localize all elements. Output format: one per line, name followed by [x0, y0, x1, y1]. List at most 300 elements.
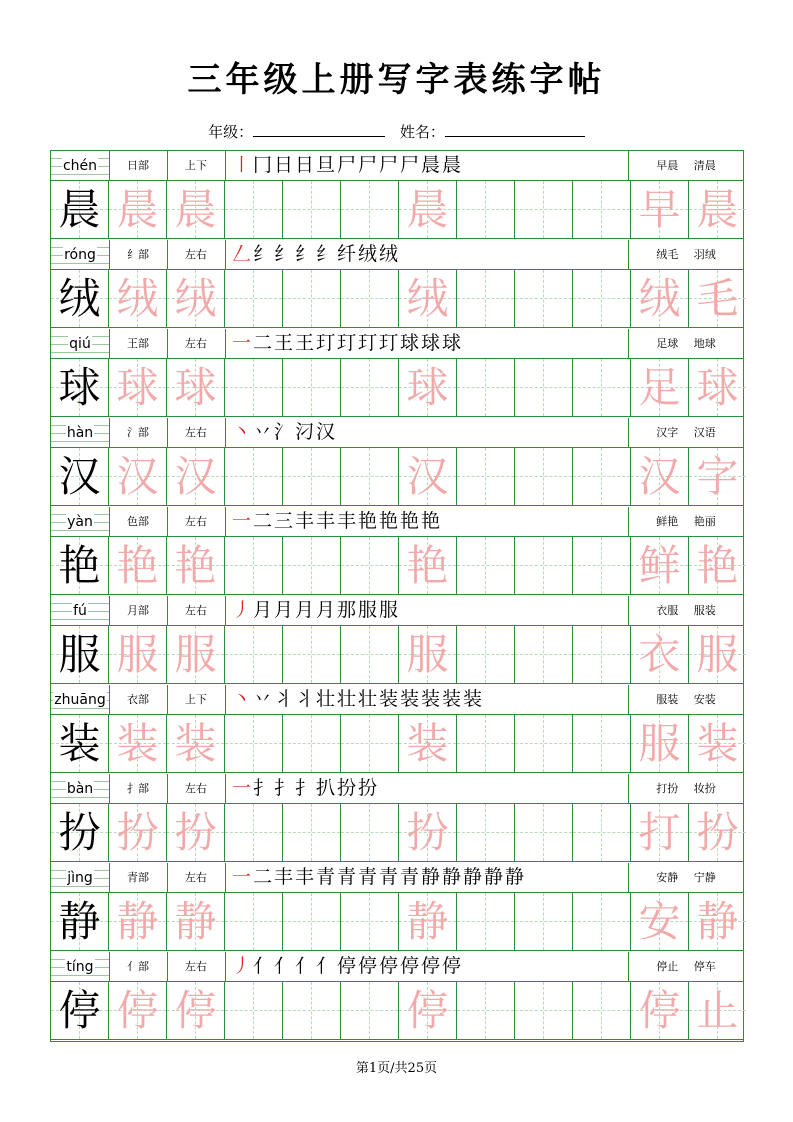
grid-box[interactable] — [51, 270, 109, 327]
grid-box[interactable] — [167, 537, 225, 594]
word-trace-char: 毛 — [696, 274, 739, 323]
trace-char: 静 — [116, 897, 159, 946]
info-row — [51, 151, 743, 181]
grid-box[interactable] — [631, 270, 689, 327]
model-char: 球 — [58, 363, 101, 412]
grid-box[interactable] — [109, 181, 167, 238]
grid-box[interactable] — [399, 804, 457, 861]
grid-box[interactable] — [341, 448, 399, 505]
stroke-step: 尸 — [399, 154, 419, 176]
grid-box[interactable] — [109, 626, 167, 683]
stroke-step: 艳 — [357, 510, 377, 532]
writing-grid — [51, 270, 743, 328]
stroke-step: 丰 — [273, 866, 293, 888]
trace-char: 停 — [406, 986, 449, 1035]
stroke-order — [225, 151, 629, 180]
stroke-step: 月 — [294, 599, 314, 621]
grid-box[interactable] — [573, 181, 631, 238]
stroke-step: 丷 — [252, 688, 272, 710]
trace-char: 晨 — [174, 185, 217, 234]
stroke-step: 停 — [399, 955, 419, 977]
stroke-step: 月 — [315, 599, 335, 621]
stroke-step: 壮 — [315, 688, 335, 710]
trace-char: 绒 — [116, 274, 159, 323]
grid-box[interactable] — [283, 982, 341, 1039]
stroke-step: 装 — [441, 688, 461, 710]
stroke-step: 月 — [273, 599, 293, 621]
stroke-step: 尸 — [357, 154, 377, 176]
grid-box[interactable] — [689, 448, 745, 505]
grid-box[interactable] — [457, 626, 515, 683]
grid-box[interactable] — [631, 537, 689, 594]
stroke-step: 玎 — [357, 332, 377, 354]
stroke-order — [225, 240, 629, 269]
grid-box[interactable] — [573, 359, 631, 416]
stroke-step: 扮 — [336, 777, 356, 799]
grid-box[interactable] — [341, 626, 399, 683]
model-char: 晨 — [58, 185, 101, 234]
stroke-step: 日 — [294, 154, 314, 176]
grid-box[interactable] — [399, 893, 457, 950]
stroke-step: 丰 — [315, 510, 335, 532]
grid-box[interactable] — [689, 181, 745, 238]
grade-label: 年级： — [208, 123, 254, 141]
radical: 扌部 — [109, 774, 168, 803]
grid-box[interactable] — [341, 982, 399, 1039]
stroke-step: 晨 — [420, 154, 440, 176]
grid-box[interactable] — [167, 982, 225, 1039]
stroke-order — [225, 863, 629, 892]
model-char: 停 — [58, 986, 101, 1035]
stroke-step: 亻 — [252, 955, 272, 977]
stroke-step: 纟 — [273, 243, 293, 265]
stroke-step: 服 — [357, 599, 377, 621]
pinyin-cell — [51, 774, 110, 803]
grid-box[interactable] — [573, 982, 631, 1039]
writing-grid — [51, 982, 743, 1040]
radical: 日部 — [109, 151, 168, 180]
stroke-step: 二 — [252, 510, 272, 532]
example-words: 足球 地球 — [656, 337, 716, 350]
grid-box[interactable] — [51, 181, 109, 238]
pinyin-cell — [51, 240, 110, 269]
stroke-step: 二 — [252, 866, 272, 888]
grid-box[interactable] — [283, 893, 341, 950]
stroke-step: 那 — [336, 599, 356, 621]
grid-box[interactable] — [225, 181, 283, 238]
grid-box[interactable] — [51, 982, 109, 1039]
writing-grid — [51, 359, 743, 417]
stroke-step: 二 — [252, 332, 272, 354]
stroke-step: 扒 — [315, 777, 335, 799]
stroke-order — [225, 418, 629, 447]
grid-box[interactable] — [689, 715, 745, 772]
character-unit — [51, 329, 743, 418]
stroke-step: 扮 — [357, 777, 377, 799]
trace-char: 静 — [174, 897, 217, 946]
grid-box[interactable] — [399, 715, 457, 772]
trace-char: 艳 — [406, 541, 449, 590]
name-blank[interactable] — [445, 124, 585, 137]
pinyin-cell — [51, 863, 110, 892]
grid-box[interactable] — [225, 982, 283, 1039]
grid-box[interactable] — [109, 982, 167, 1039]
writing-grid — [51, 804, 743, 862]
stroke-step: 玎 — [378, 332, 398, 354]
radical: 亻部 — [109, 952, 168, 981]
grid-box[interactable] — [515, 448, 573, 505]
grid-box[interactable] — [167, 893, 225, 950]
word-trace-char: 扮 — [696, 808, 739, 857]
stroke-step: 静 — [483, 866, 503, 888]
character-unit — [51, 774, 743, 863]
stroke-step: 绒 — [357, 243, 377, 265]
stroke-step: 一 — [231, 777, 251, 799]
grid-box[interactable] — [109, 270, 167, 327]
grid-box[interactable] — [51, 537, 109, 594]
info-row — [51, 418, 743, 448]
info-row — [51, 952, 743, 982]
writing-grid — [51, 181, 743, 239]
grid-box[interactable] — [225, 804, 283, 861]
grid-box[interactable] — [399, 270, 457, 327]
grid-box[interactable] — [225, 359, 283, 416]
grid-box[interactable] — [689, 804, 745, 861]
grid-box[interactable] — [515, 537, 573, 594]
stroke-step: 服 — [378, 599, 398, 621]
stroke-step: 丰 — [294, 866, 314, 888]
stroke-order — [225, 596, 629, 625]
example-words: 汉字 汉语 — [656, 426, 716, 439]
stroke-step: 亻 — [315, 955, 335, 977]
grid-box[interactable] — [631, 626, 689, 683]
trace-char: 艳 — [116, 541, 159, 590]
grid-box[interactable] — [109, 893, 167, 950]
grid-box[interactable] — [399, 626, 457, 683]
info-row — [51, 507, 743, 537]
grid-box[interactable] — [51, 448, 109, 505]
grid-box[interactable] — [457, 181, 515, 238]
grid-box[interactable] — [515, 626, 573, 683]
page-title: 三年级上册写字表练字帖 — [187, 60, 606, 100]
stroke-step: 装 — [378, 688, 398, 710]
grid-box[interactable] — [573, 537, 631, 594]
grid-box[interactable] — [457, 715, 515, 772]
grid-box[interactable] — [341, 804, 399, 861]
stroke-step: 扌 — [294, 777, 314, 799]
grid-box[interactable] — [51, 893, 109, 950]
trace-char: 装 — [406, 719, 449, 768]
grid-box[interactable] — [573, 626, 631, 683]
radical: 氵部 — [109, 418, 168, 447]
stroke-step: 纤 — [336, 243, 356, 265]
stroke-step: 一 — [231, 510, 251, 532]
stroke-step: 停 — [378, 955, 398, 977]
character-unit — [51, 863, 743, 952]
character-unit — [51, 151, 743, 240]
structure: 左右 — [167, 952, 226, 981]
info-row — [51, 863, 743, 893]
word-trace-char: 汉 — [638, 452, 681, 501]
grid-box[interactable] — [689, 537, 745, 594]
grid-box[interactable] — [631, 181, 689, 238]
trace-char: 球 — [406, 363, 449, 412]
grid-box[interactable] — [689, 626, 745, 683]
structure: 左右 — [167, 774, 226, 803]
grid-box[interactable] — [167, 804, 225, 861]
grid-box[interactable] — [283, 804, 341, 861]
stroke-step: 丬 — [273, 688, 293, 710]
stroke-step: 王 — [294, 332, 314, 354]
grid-box[interactable] — [457, 804, 515, 861]
model-char: 汉 — [58, 452, 101, 501]
grid-box[interactable] — [573, 804, 631, 861]
grid-box[interactable] — [399, 181, 457, 238]
stroke-step: 球 — [399, 332, 419, 354]
grid-box[interactable] — [689, 359, 745, 416]
stroke-step: 冂 — [252, 154, 272, 176]
word-trace-char: 鲜 — [638, 541, 681, 590]
grid-box[interactable] — [573, 448, 631, 505]
example-words: 安静 宁静 — [656, 871, 716, 884]
grid-box[interactable] — [167, 181, 225, 238]
grid-box[interactable] — [631, 893, 689, 950]
grid-box[interactable] — [457, 537, 515, 594]
writing-grid — [51, 715, 743, 773]
grid-box[interactable] — [515, 715, 573, 772]
grid-box[interactable] — [341, 893, 399, 950]
grid-box[interactable] — [51, 359, 109, 416]
grid-box[interactable] — [283, 181, 341, 238]
stroke-step: 尸 — [378, 154, 398, 176]
grid-box[interactable] — [341, 181, 399, 238]
grid-box[interactable] — [631, 982, 689, 1039]
stroke-step: 丰 — [294, 510, 314, 532]
grid-box[interactable] — [283, 448, 341, 505]
stroke-step: 丿 — [231, 955, 251, 977]
grid-box[interactable] — [573, 270, 631, 327]
stroke-step: 月 — [252, 599, 272, 621]
trace-char: 扮 — [116, 808, 159, 857]
grid-box[interactable] — [573, 893, 631, 950]
pinyin-cell — [51, 507, 110, 536]
stroke-order — [225, 329, 629, 358]
grid-box[interactable] — [689, 982, 745, 1039]
character-unit — [51, 240, 743, 329]
pinyin: róng — [64, 247, 96, 263]
stroke-order — [225, 774, 629, 803]
grid-box[interactable] — [341, 359, 399, 416]
stroke-step: 装 — [399, 688, 419, 710]
grid-box[interactable] — [515, 270, 573, 327]
stroke-step: 纟 — [315, 243, 335, 265]
character-unit — [51, 685, 743, 774]
grid-box[interactable] — [689, 893, 745, 950]
stroke-step: 一 — [231, 866, 251, 888]
grid-box[interactable] — [51, 626, 109, 683]
stroke-step: 亻 — [273, 955, 293, 977]
grid-box[interactable] — [225, 270, 283, 327]
grid-box[interactable] — [167, 270, 225, 327]
grid-box[interactable] — [283, 270, 341, 327]
grid-box[interactable] — [283, 537, 341, 594]
pinyin-cell — [51, 685, 110, 714]
trace-char: 停 — [116, 986, 159, 1035]
grid-box[interactable] — [283, 359, 341, 416]
stroke-step: 王 — [273, 332, 293, 354]
grid-box[interactable] — [399, 537, 457, 594]
structure: 上下 — [167, 151, 226, 180]
structure: 上下 — [167, 685, 226, 714]
grid-box[interactable] — [457, 893, 515, 950]
grid-box[interactable] — [167, 448, 225, 505]
model-char: 绒 — [58, 274, 101, 323]
grid-box[interactable] — [225, 893, 283, 950]
stroke-step: 球 — [420, 332, 440, 354]
grid-box[interactable] — [515, 893, 573, 950]
trace-char: 绒 — [406, 274, 449, 323]
stroke-step: 丬 — [294, 688, 314, 710]
grid-box[interactable] — [167, 715, 225, 772]
info-row — [51, 685, 743, 715]
grid-box[interactable] — [631, 804, 689, 861]
word-trace-char: 艳 — [696, 541, 739, 590]
pinyin-cell — [51, 151, 110, 180]
stroke-step: 亻 — [294, 955, 314, 977]
grid-box[interactable] — [283, 715, 341, 772]
word-trace-char: 停 — [638, 986, 681, 1035]
writing-grid — [51, 448, 743, 506]
grid-box[interactable] — [457, 448, 515, 505]
word-trace-char: 衣 — [638, 630, 681, 679]
grid-box[interactable] — [109, 715, 167, 772]
grid-box[interactable] — [167, 626, 225, 683]
example-words: 停止 停车 — [656, 960, 716, 973]
stroke-step: 壮 — [336, 688, 356, 710]
grid-box[interactable] — [515, 359, 573, 416]
grid-box[interactable] — [689, 270, 745, 327]
word-trace-char: 止 — [696, 986, 739, 1035]
grid-box[interactable] — [225, 626, 283, 683]
grid-box[interactable] — [457, 270, 515, 327]
pinyin: qiú — [69, 336, 91, 352]
character-unit — [51, 418, 743, 507]
stroke-step: 晨 — [441, 154, 461, 176]
trace-char: 装 — [174, 719, 217, 768]
word-trace-char: 服 — [638, 719, 681, 768]
grid-box[interactable] — [515, 804, 573, 861]
pinyin: jìng — [67, 870, 93, 886]
practice-sheet — [50, 150, 744, 1042]
structure: 左右 — [167, 418, 226, 447]
trace-char: 扮 — [406, 808, 449, 857]
pinyin-cell — [51, 418, 110, 447]
grid-box[interactable] — [225, 715, 283, 772]
grid-box[interactable] — [399, 982, 457, 1039]
grid-box[interactable] — [51, 715, 109, 772]
info-row — [51, 240, 743, 270]
grid-box[interactable] — [109, 804, 167, 861]
character-unit — [51, 507, 743, 596]
grid-box[interactable] — [631, 715, 689, 772]
grid-box[interactable] — [457, 359, 515, 416]
example-words: 绒毛 羽绒 — [656, 248, 716, 261]
pinyin: zhuāng — [54, 692, 106, 708]
stroke-step: 球 — [441, 332, 461, 354]
trace-char: 服 — [174, 630, 217, 679]
stroke-step: 汉 — [315, 421, 335, 443]
grid-box[interactable] — [341, 715, 399, 772]
stroke-step: 玎 — [315, 332, 335, 354]
grid-box[interactable] — [631, 359, 689, 416]
grid-box[interactable] — [225, 448, 283, 505]
stroke-order — [225, 952, 629, 981]
structure: 左右 — [167, 507, 226, 536]
grid-box[interactable] — [225, 537, 283, 594]
grid-box[interactable] — [51, 804, 109, 861]
grid-box[interactable] — [631, 448, 689, 505]
structure: 左右 — [167, 329, 226, 358]
grid-box[interactable] — [573, 715, 631, 772]
stroke-step: 丶 — [231, 421, 251, 443]
trace-char: 晨 — [406, 185, 449, 234]
info-row — [51, 596, 743, 626]
radical: 月部 — [109, 596, 168, 625]
radical: 衣部 — [109, 685, 168, 714]
stroke-step: 纟 — [294, 243, 314, 265]
structure: 左右 — [167, 863, 226, 892]
trace-char: 绒 — [174, 274, 217, 323]
stroke-step: 尸 — [336, 154, 356, 176]
info-row — [51, 774, 743, 804]
grid-box[interactable] — [109, 359, 167, 416]
stroke-step: 艳 — [420, 510, 440, 532]
stroke-order — [225, 507, 629, 536]
stroke-step: 氵 — [273, 421, 293, 443]
word-trace-char: 足 — [638, 363, 681, 412]
grid-box[interactable] — [109, 537, 167, 594]
pinyin-cell — [51, 596, 110, 625]
radical: 纟部 — [109, 240, 168, 269]
grid-box[interactable] — [283, 626, 341, 683]
grade-blank[interactable] — [253, 124, 385, 137]
grid-box[interactable] — [457, 982, 515, 1039]
trace-char: 艳 — [174, 541, 217, 590]
model-char: 扮 — [58, 808, 101, 857]
word-trace-char: 早 — [638, 185, 681, 234]
example-words: 鲜艳 艳丽 — [656, 515, 716, 528]
trace-char: 服 — [406, 630, 449, 679]
stroke-step: 艳 — [399, 510, 419, 532]
grid-box[interactable] — [515, 181, 573, 238]
grid-box[interactable] — [167, 359, 225, 416]
grid-box[interactable] — [109, 448, 167, 505]
grid-box[interactable] — [515, 982, 573, 1039]
word-trace-char: 晨 — [696, 185, 739, 234]
grid-box[interactable] — [341, 537, 399, 594]
grid-box[interactable] — [399, 448, 457, 505]
stroke-step: 静 — [441, 866, 461, 888]
grid-box[interactable] — [399, 359, 457, 416]
stroke-step: 青 — [378, 866, 398, 888]
grid-box[interactable] — [341, 270, 399, 327]
radical: 青部 — [109, 863, 168, 892]
stroke-step: 玎 — [336, 332, 356, 354]
stroke-step: 旦 — [315, 154, 335, 176]
stroke-step: 三 — [273, 510, 293, 532]
stroke-step: ㇑ — [231, 154, 251, 176]
stroke-step: 装 — [420, 688, 440, 710]
